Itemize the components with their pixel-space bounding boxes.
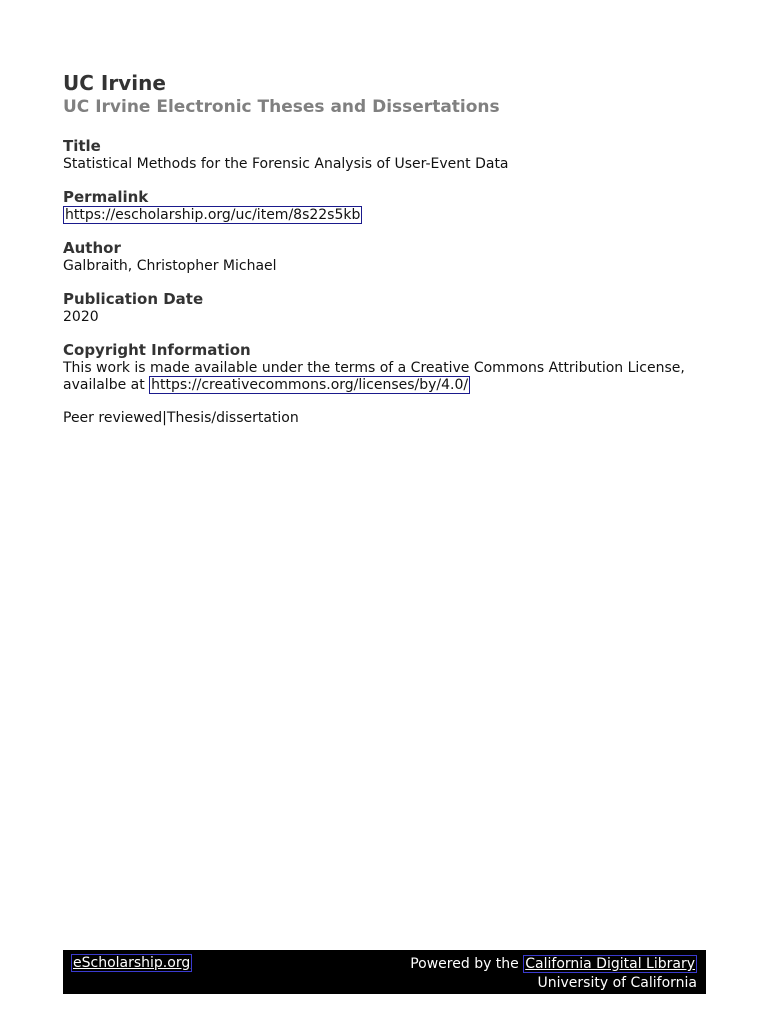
series-title: UC Irvine Electronic Theses and Dissertations xyxy=(63,97,500,117)
license-link[interactable]: https://creativecommons.org/licenses/by/4.0/ xyxy=(151,377,469,393)
peer-review-status: Peer reviewed|Thesis/dissertation xyxy=(63,410,299,426)
author-label: Author xyxy=(63,239,121,257)
publication-date-value: 2020 xyxy=(63,309,99,325)
copyright-value xyxy=(63,360,706,394)
footer-right xyxy=(410,955,697,993)
permalink-label: Permalink xyxy=(63,188,149,206)
university-name: University of California xyxy=(537,975,697,991)
publication-date-label: Publication Date xyxy=(63,290,204,308)
cover-page xyxy=(63,70,706,427)
escholarship-link[interactable]: eScholarship.org xyxy=(73,955,191,971)
campus-name: UC Irvine xyxy=(63,71,166,95)
title-value: Statistical Methods for the Forensic Analysis of User-Event Data xyxy=(63,156,509,172)
copyright-text-line-1: This work is made available under the terms of a Creative Commons Attribution License, xyxy=(63,360,685,376)
powered-by-text: Powered by the xyxy=(410,956,524,972)
powered-by-line xyxy=(410,955,697,974)
cdl-link[interactable]: California Digital Library xyxy=(525,956,695,972)
title-label: Title xyxy=(63,137,101,155)
author-value: Galbraith, Christopher Michael xyxy=(63,258,277,274)
copyright-label: Copyright Information xyxy=(63,341,251,359)
copyright-text-line-2: availalbe at xyxy=(63,377,150,393)
footer-left xyxy=(71,955,192,971)
permalink-value xyxy=(63,207,706,224)
footer-bar xyxy=(63,950,706,994)
permalink-link[interactable]: https://escholarship.org/uc/item/8s22s5kb xyxy=(65,207,361,223)
